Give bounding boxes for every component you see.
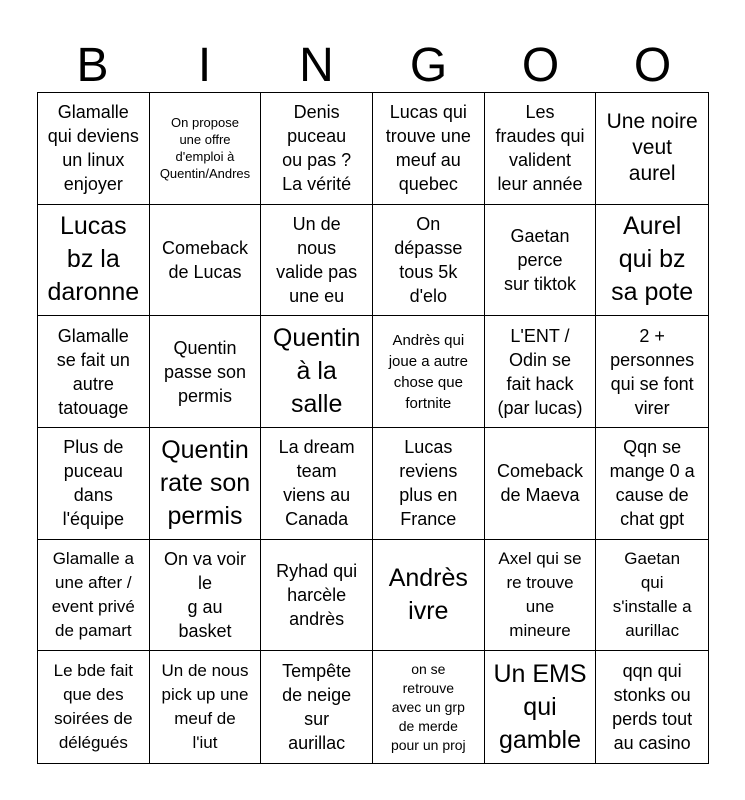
cell-text: Lucas bz la daronne [47, 212, 140, 307]
bingo-cell[interactable] [38, 540, 150, 652]
bingo-cell[interactable] [150, 93, 262, 205]
bingo-cell[interactable] [261, 205, 373, 317]
cell-text: Une noire veut aurel [606, 110, 698, 186]
bingo-cell[interactable] [596, 316, 708, 428]
cell-text: Glamalle se fait un autre tatouage [56, 325, 130, 418]
bingo-cell[interactable] [150, 651, 262, 763]
bingo-cell[interactable] [596, 651, 708, 763]
cell-text: On propose une offre d'emploi à Quentin/Andres [159, 115, 251, 182]
bingo-cell[interactable] [150, 540, 262, 652]
bingo-cell[interactable] [485, 316, 597, 428]
cell-text: Plus de puceau dans l'équipe [62, 437, 125, 530]
cell-text: 2 + personnes qui se font virer [610, 325, 695, 418]
bingo-cell[interactable] [150, 428, 262, 540]
cell-text: On dépasse tous 5k d'elo [394, 213, 463, 306]
bingo-cell[interactable] [596, 205, 708, 317]
cell-text: Andrès qui joue a autre chose que fortnite [388, 331, 468, 412]
bingo-cell[interactable] [485, 93, 597, 205]
bingo-cell[interactable] [485, 205, 597, 317]
bingo-cell[interactable] [373, 651, 485, 763]
bingo-cell[interactable] [38, 93, 150, 205]
bingo-cell[interactable] [261, 651, 373, 763]
title-letter: N [299, 39, 335, 92]
cell-text: Qqn se mange 0 a cause de chat gpt [609, 437, 695, 530]
cell-text: Gaetan qui s'installe a aurillac [612, 548, 692, 640]
bingo-cell[interactable] [596, 540, 708, 652]
bingo-cell[interactable] [150, 205, 262, 317]
cell-text: Tempête de neige sur aurillac [282, 661, 352, 754]
bingo-cell[interactable] [261, 93, 373, 205]
cell-text: Ryhad qui harcèle andrès [276, 560, 358, 629]
cell-text: La dream team viens au Canada [278, 437, 355, 530]
title-letter: O [633, 39, 673, 92]
bingo-cell[interactable] [373, 205, 485, 317]
bingo-cell[interactable] [38, 205, 150, 317]
bingo-cell[interactable] [373, 93, 485, 205]
bingo-cell[interactable] [596, 428, 708, 540]
title-letter: I [197, 39, 213, 92]
bingo-cell[interactable] [38, 651, 150, 763]
cell-text: L'ENT / Odin se fait hack (par lucas) [497, 325, 583, 418]
bingo-cell[interactable] [373, 428, 485, 540]
bingo-cell[interactable] [261, 428, 373, 540]
cell-text: Axel qui se re trouve une mineure [498, 548, 582, 640]
title-letter: G [409, 39, 449, 92]
cell-text: Lucas reviens plus en France [399, 437, 458, 530]
bingo-cell[interactable] [596, 93, 708, 205]
cell-text: Un EMS qui gamble [493, 659, 587, 754]
cell-text: Un de nous valide pas une eu [276, 213, 358, 306]
bingo-cell[interactable] [150, 316, 262, 428]
bingo-title [37, 36, 709, 96]
bingo-cell[interactable] [485, 651, 597, 763]
cell-text: Comeback de Maeva [496, 461, 584, 506]
bingo-cell[interactable] [261, 540, 373, 652]
cell-text: Glamalle a une after / event privé de pamart [51, 548, 135, 640]
title-letter: O [521, 39, 561, 92]
title-letter: B [76, 39, 110, 92]
bingo-cell[interactable] [485, 540, 597, 652]
cell-text: On va voir le g au basket [163, 548, 246, 641]
cell-text: Un de nous pick up une meuf de l'iut [161, 661, 249, 753]
cell-text: Comeback de Lucas [161, 237, 249, 282]
cell-text: on se retrouve avec un grp de merde pour un proj [390, 660, 466, 753]
bingo-cell[interactable] [485, 428, 597, 540]
bingo-cell[interactable] [38, 316, 150, 428]
cell-text: Le bde fait que des soirées de délégués [53, 661, 134, 753]
cell-text: Quentin à la salle [272, 324, 361, 419]
cell-text: Aurel qui bz sa pote [611, 212, 694, 307]
cell-text: qqn qui stonks ou perds tout au casino [612, 661, 693, 754]
bingo-cell[interactable] [261, 316, 373, 428]
cell-text: Quentin passe son permis [163, 337, 247, 406]
bingo-grid [37, 92, 709, 764]
cell-text: Quentin rate son permis [159, 435, 251, 530]
cell-text: Gaetan perce sur tiktok [503, 225, 576, 294]
bingo-cell[interactable] [373, 316, 485, 428]
cell-text: Lucas qui trouve une meuf au quebec [385, 102, 471, 195]
cell-text: Les fraudes qui valident leur année [495, 102, 585, 195]
cell-text: Glamalle qui deviens un linux enjoyer [47, 102, 139, 195]
cell-text: Denis puceau ou pas ? La vérité [282, 102, 352, 195]
bingo-cell[interactable] [373, 540, 485, 652]
bingo-cell[interactable] [38, 428, 150, 540]
cell-text: Andrès ivre [388, 563, 468, 625]
